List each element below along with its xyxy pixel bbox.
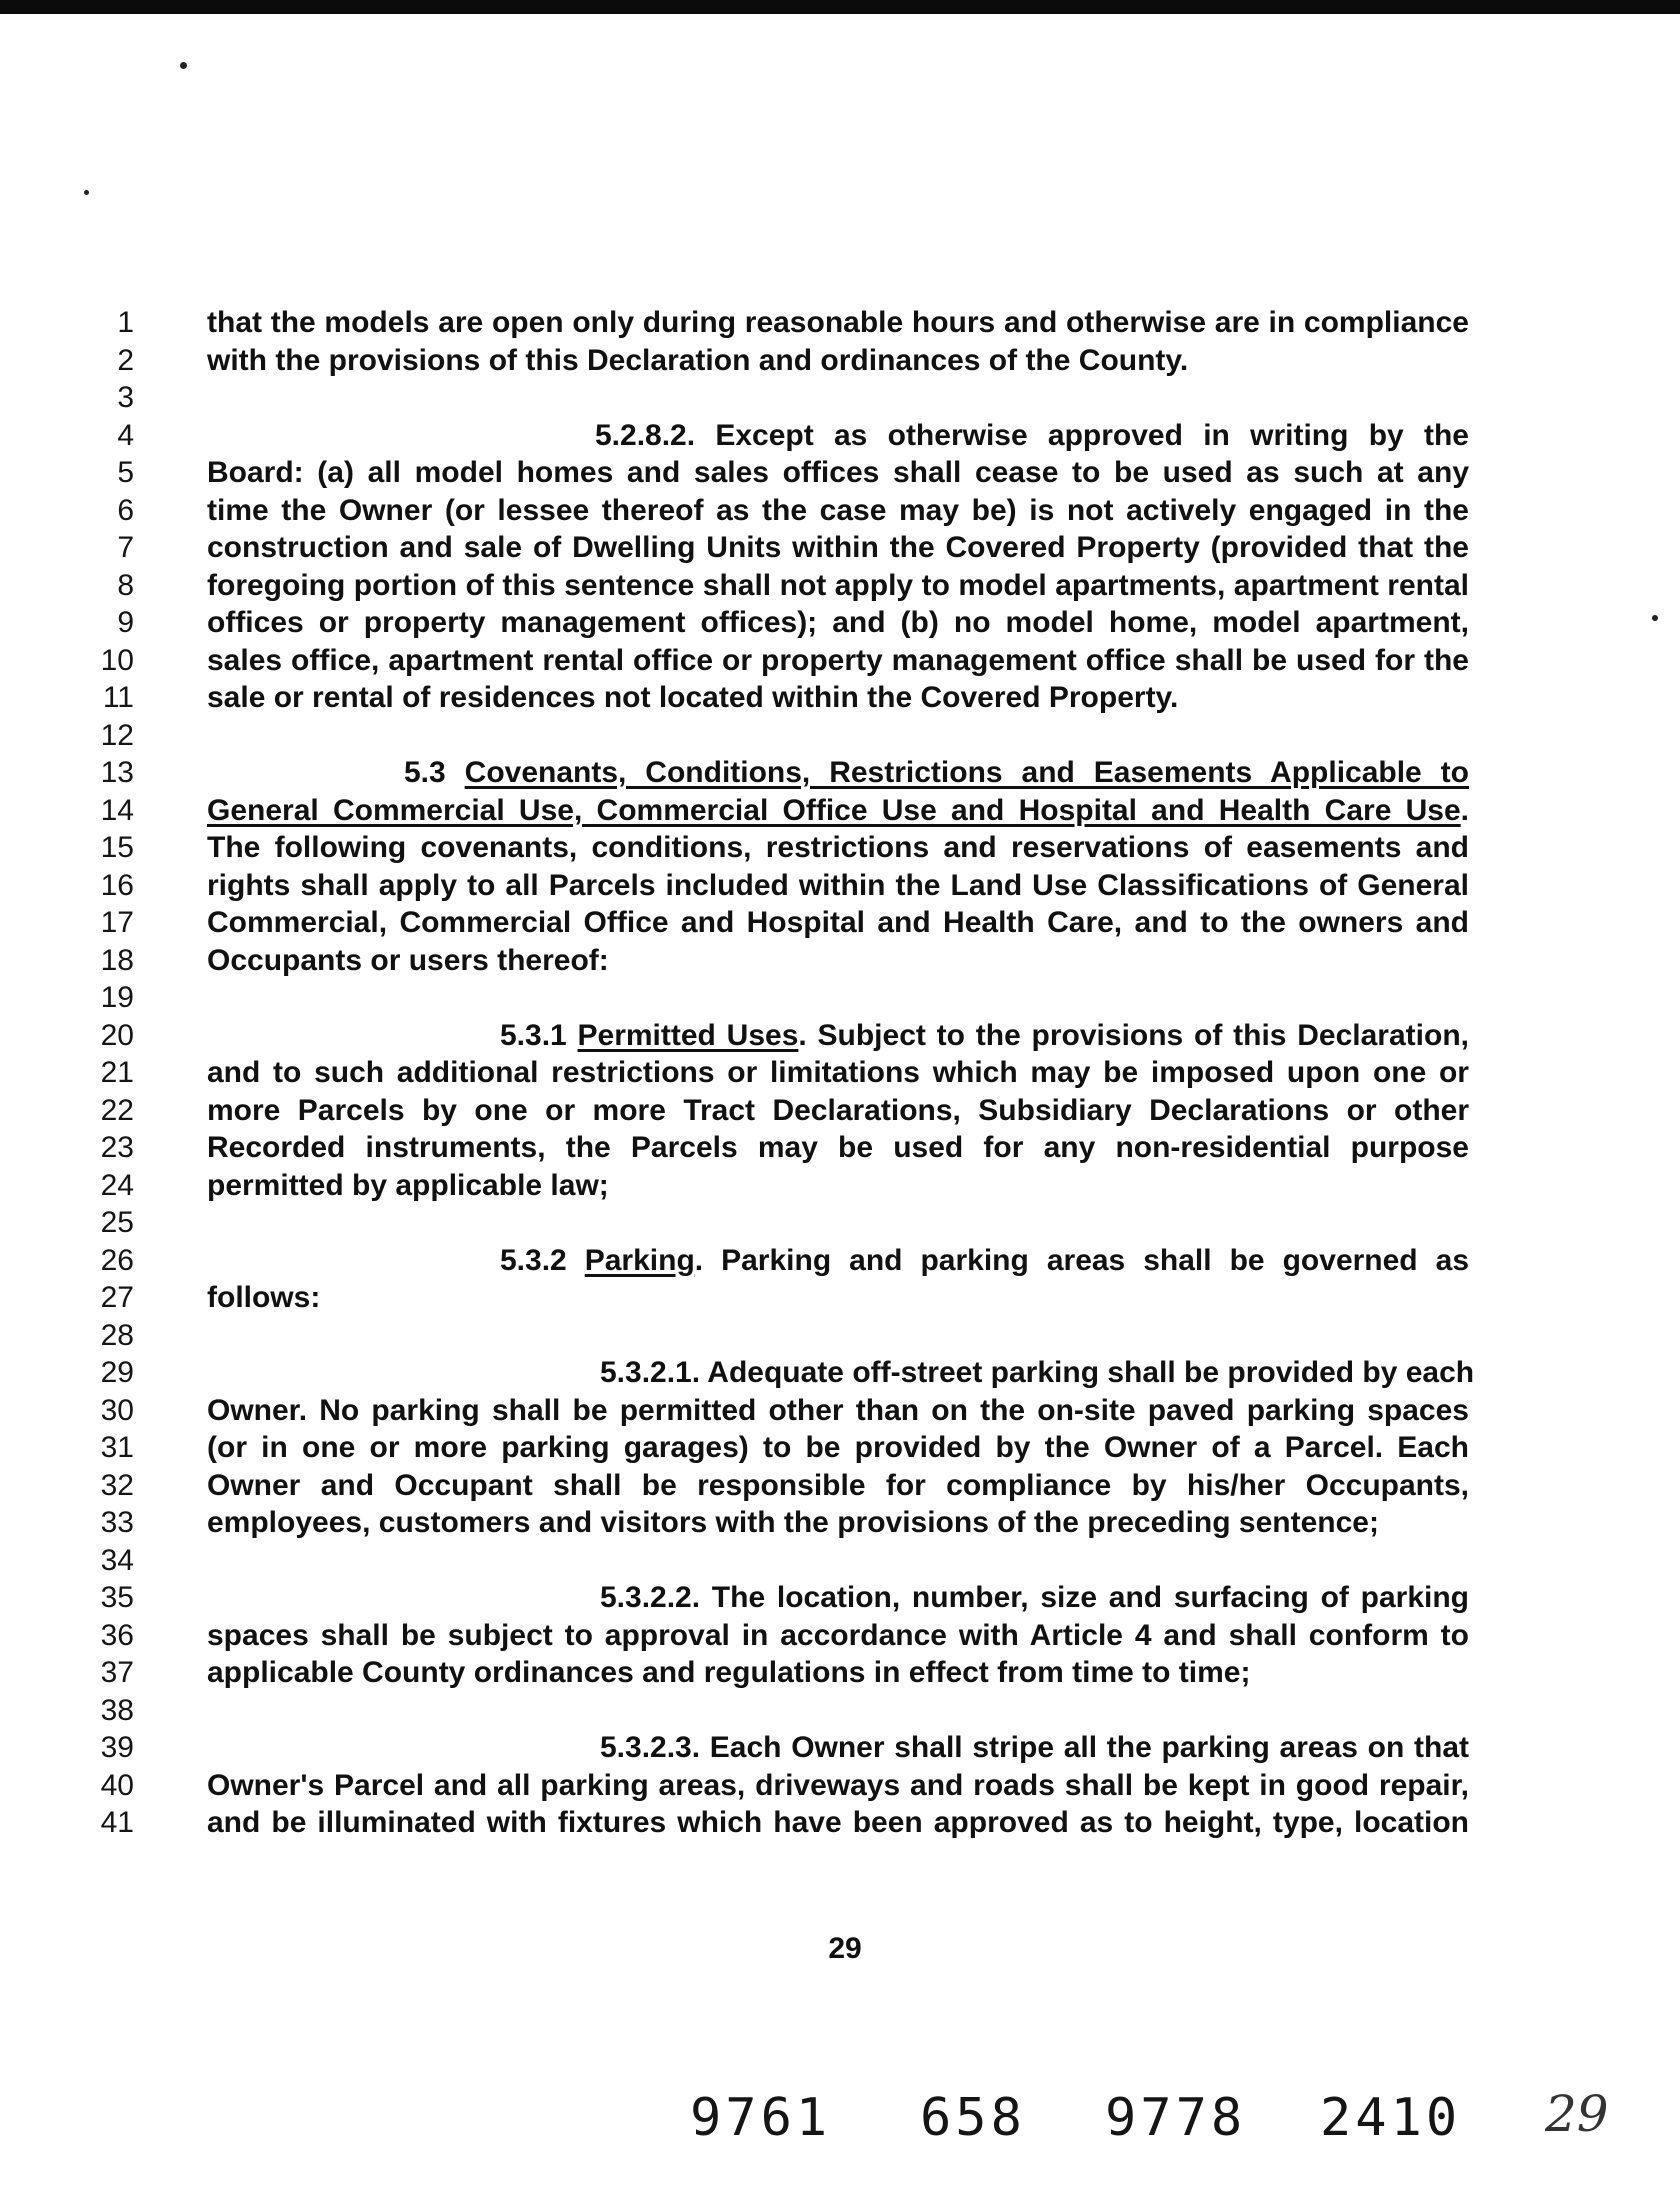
line-text xyxy=(595,417,1469,455)
line-text xyxy=(500,1242,1469,1280)
text-segment: The following covenants, conditions, restrictions and reservations of easements and xyxy=(207,831,1469,864)
line-number: 26 xyxy=(100,1243,134,1277)
bates-number-3: 9778 xyxy=(1105,2088,1247,2148)
line-number: 23 xyxy=(100,1131,134,1164)
line-number: 14 xyxy=(100,793,134,827)
line-text xyxy=(207,1654,1469,1692)
line-number: 28 xyxy=(100,1318,134,1352)
document-line xyxy=(0,1804,1680,1842)
line-text xyxy=(207,1279,1469,1317)
bates-number-1: 9761 xyxy=(690,2088,832,2148)
text-segment: Owner's Parcel and all parking areas, driveways and roads shall be kept in good repair, xyxy=(207,1768,1469,1802)
document-line xyxy=(0,1317,1680,1355)
line-text xyxy=(500,1017,1469,1055)
document-line xyxy=(0,1054,1680,1092)
text-segment: . Parking and parking areas shall be governed as xyxy=(694,1243,1470,1277)
document-line xyxy=(0,1654,1680,1692)
line-text xyxy=(207,867,1469,905)
line-number: 6 xyxy=(117,493,134,527)
line-number: 35 xyxy=(100,1581,134,1614)
line-number: 20 xyxy=(100,1018,134,1052)
line-text xyxy=(207,1429,1469,1467)
line-text xyxy=(207,829,1469,867)
text-segment: spaces shall be subject to approval in accordance with Article 4 and shall conform to xyxy=(207,1618,1469,1652)
text-segment: 5.3.2.1. Adequate off-street parking shall be provided by each xyxy=(600,1356,1475,1389)
document-line xyxy=(0,1467,1680,1505)
text-segment: 5.3.2.3. Each Owner shall stripe all the parking areas on that xyxy=(600,1731,1469,1764)
line-text xyxy=(207,529,1469,567)
line-text xyxy=(600,1579,1469,1617)
line-number: 40 xyxy=(100,1768,134,1802)
document-line xyxy=(0,679,1680,717)
text-segment: 5.3 xyxy=(404,756,465,789)
text-segment: Owner and Occupant shall be responsible for compliance by his/her Occupants, xyxy=(207,1468,1469,1502)
line-number: 36 xyxy=(100,1618,134,1652)
line-text xyxy=(207,1504,1469,1542)
text-segment: sales office, apartment rental office or property management office shall be used for the xyxy=(207,643,1469,677)
document-line xyxy=(0,1129,1680,1167)
line-number: 9 xyxy=(117,606,134,639)
document-line xyxy=(0,417,1680,455)
scan-speck xyxy=(180,62,187,69)
document-line xyxy=(0,1542,1680,1580)
line-text xyxy=(207,567,1469,605)
document-line xyxy=(0,867,1680,905)
text-segment: . xyxy=(1460,793,1469,827)
document-line xyxy=(0,1092,1680,1130)
document-line xyxy=(0,604,1680,642)
line-number: 29 xyxy=(100,1356,134,1389)
line-number: 3 xyxy=(117,381,134,414)
document-line xyxy=(0,567,1680,605)
document-line xyxy=(0,1017,1680,1055)
line-number: 30 xyxy=(100,1393,134,1427)
line-number: 4 xyxy=(117,418,134,452)
line-number: 5 xyxy=(117,456,134,489)
underlined-heading-text: Covenants, Conditions, Restrictions and Easements Applicable to xyxy=(464,756,1469,789)
line-text xyxy=(207,642,1469,680)
text-segment: 5.3.1 xyxy=(500,1018,578,1052)
line-number: 1 xyxy=(117,306,134,339)
document-line xyxy=(0,979,1680,1017)
line-number: 31 xyxy=(100,1431,134,1464)
bates-number-4: 2410 xyxy=(1320,2088,1462,2148)
line-text xyxy=(600,1354,1475,1392)
underlined-heading-text: Parking xyxy=(584,1243,695,1277)
line-number: 22 xyxy=(100,1093,134,1127)
text-segment: . Subject to the provisions of this Declaration, xyxy=(798,1018,1469,1052)
line-number: 25 xyxy=(100,1206,134,1239)
document-line xyxy=(0,1767,1680,1805)
line-text xyxy=(207,1392,1469,1430)
line-number: 33 xyxy=(100,1506,134,1539)
line-number: 10 xyxy=(100,643,134,677)
document-line xyxy=(0,1504,1680,1542)
line-text xyxy=(207,1804,1469,1842)
document-line xyxy=(0,1204,1680,1242)
document-line xyxy=(0,904,1680,942)
line-number: 16 xyxy=(100,868,134,902)
document-line xyxy=(0,1729,1680,1767)
line-text xyxy=(207,942,1469,980)
line-text xyxy=(600,1729,1469,1767)
line-number: 18 xyxy=(100,943,134,977)
line-number: 17 xyxy=(100,906,134,939)
scan-top-border xyxy=(0,0,1680,14)
underlined-heading-text: General Commercial Use, Commercial Office Use and Hospital and Health Care Use xyxy=(207,793,1461,827)
line-number: 39 xyxy=(100,1731,134,1764)
line-text xyxy=(207,454,1469,492)
document-line xyxy=(0,1429,1680,1467)
line-number: 32 xyxy=(100,1468,134,1502)
line-number: 2 xyxy=(117,343,134,377)
line-text xyxy=(404,754,1469,792)
line-number: 13 xyxy=(100,756,134,789)
underlined-heading-text: Permitted Uses xyxy=(577,1018,799,1052)
line-number: 27 xyxy=(100,1281,134,1314)
text-segment: Recorded instruments, the Parcels may be used for any non-residential purpose xyxy=(207,1131,1469,1164)
document-line xyxy=(0,1242,1680,1280)
line-number: 34 xyxy=(100,1543,134,1577)
line-text xyxy=(207,1767,1469,1805)
text-segment: (or in one or more parking garages) to be provided by the Owner of a Parcel. Each xyxy=(207,1431,1469,1464)
document-line xyxy=(0,304,1680,342)
text-segment: offices or property management offices); and (b) no model home, model apartment, xyxy=(207,606,1469,639)
line-text xyxy=(207,1054,1469,1092)
line-text xyxy=(207,604,1469,642)
document-line xyxy=(0,1392,1680,1430)
line-text xyxy=(207,904,1469,942)
document-line xyxy=(0,942,1680,980)
line-text xyxy=(207,342,1469,380)
text-segment: 5.3.2.2. The location, number, size and surfacing of parking xyxy=(600,1581,1469,1614)
document-body xyxy=(0,304,1680,1842)
text-segment: more Parcels by one or more Tract Declarations, Subsidiary Declarations or other xyxy=(207,1093,1469,1127)
text-segment: applicable County ordinances and regulations in effect from time to time; xyxy=(207,1656,1251,1689)
line-text xyxy=(207,792,1469,830)
page-number: 29 xyxy=(828,1932,862,1965)
text-segment: employees, customers and visitors with the provisions of the preceding sentence; xyxy=(207,1506,1379,1539)
line-number: 8 xyxy=(117,568,134,602)
line-text xyxy=(207,304,1469,342)
text-segment: Occupants or users thereof: xyxy=(207,943,609,977)
document-line xyxy=(0,1617,1680,1655)
document-line xyxy=(0,492,1680,530)
text-segment: 5.2.8.2. Except as otherwise approved in writing by the xyxy=(595,418,1469,452)
document-line xyxy=(0,342,1680,380)
document-line xyxy=(0,1579,1680,1617)
line-number: 38 xyxy=(100,1693,134,1727)
text-segment: construction and sale of Dwelling Units within the Covered Property (provided that the xyxy=(207,531,1469,564)
line-number: 12 xyxy=(100,718,134,752)
scan-speck xyxy=(84,190,89,195)
document-line xyxy=(0,454,1680,492)
text-segment: follows: xyxy=(207,1281,321,1314)
line-number: 21 xyxy=(100,1056,134,1089)
document-line xyxy=(0,1279,1680,1317)
text-segment: Owner. No parking shall be permitted other than on the on-site paved parking spaces xyxy=(207,1393,1469,1427)
line-text xyxy=(207,492,1469,530)
document-line xyxy=(0,1354,1680,1392)
text-segment: time the Owner (or lessee thereof as the case may be) is not actively engaged in the xyxy=(207,493,1469,527)
document-line xyxy=(0,1692,1680,1730)
line-number: 24 xyxy=(100,1168,134,1202)
handwritten-page-mark: 29 xyxy=(1545,2085,1609,2143)
line-text xyxy=(207,1092,1469,1130)
text-segment: foregoing portion of this sentence shall not apply to model apartments, apartment rental xyxy=(207,568,1469,602)
text-segment: rights shall apply to all Parcels included within the Land Use Classifications of General xyxy=(207,868,1469,902)
text-segment: 5.3.2 xyxy=(500,1243,585,1277)
document-line xyxy=(0,717,1680,755)
text-segment: that the models are open only during reasonable hours and otherwise are in compliance xyxy=(207,306,1469,339)
document-line xyxy=(0,1167,1680,1205)
line-text xyxy=(207,1129,1469,1167)
document-line xyxy=(0,642,1680,680)
document-line xyxy=(0,792,1680,830)
line-number: 41 xyxy=(100,1806,134,1839)
line-text xyxy=(207,679,1469,717)
line-number: 15 xyxy=(100,831,134,864)
text-segment: sale or rental of residences not located within the Covered Property. xyxy=(207,681,1179,714)
line-number: 11 xyxy=(102,681,134,714)
line-number: 37 xyxy=(100,1656,134,1689)
line-number: 7 xyxy=(117,531,134,564)
document-line xyxy=(0,829,1680,867)
text-segment: Board: (a) all model homes and sales offices shall cease to be used as such at any xyxy=(207,456,1469,489)
line-text xyxy=(207,1167,1469,1205)
document-line xyxy=(0,379,1680,417)
bates-number-2: 658 xyxy=(920,2088,1026,2148)
document-line xyxy=(0,529,1680,567)
text-segment: and to such additional restrictions or limitations which may be imposed upon one or xyxy=(207,1056,1469,1089)
line-text xyxy=(207,1617,1469,1655)
text-segment: Commercial, Commercial Office and Hospital and Health Care, and to the owners and xyxy=(207,906,1469,939)
text-segment: and be illuminated with fixtures which have been approved as to height, type, location xyxy=(207,1806,1469,1839)
text-segment: permitted by applicable law; xyxy=(207,1168,609,1202)
text-segment: with the provisions of this Declaration and ordinances of the County. xyxy=(207,343,1189,377)
line-text xyxy=(207,1467,1469,1505)
document-line xyxy=(0,754,1680,792)
line-number: 19 xyxy=(100,981,134,1014)
